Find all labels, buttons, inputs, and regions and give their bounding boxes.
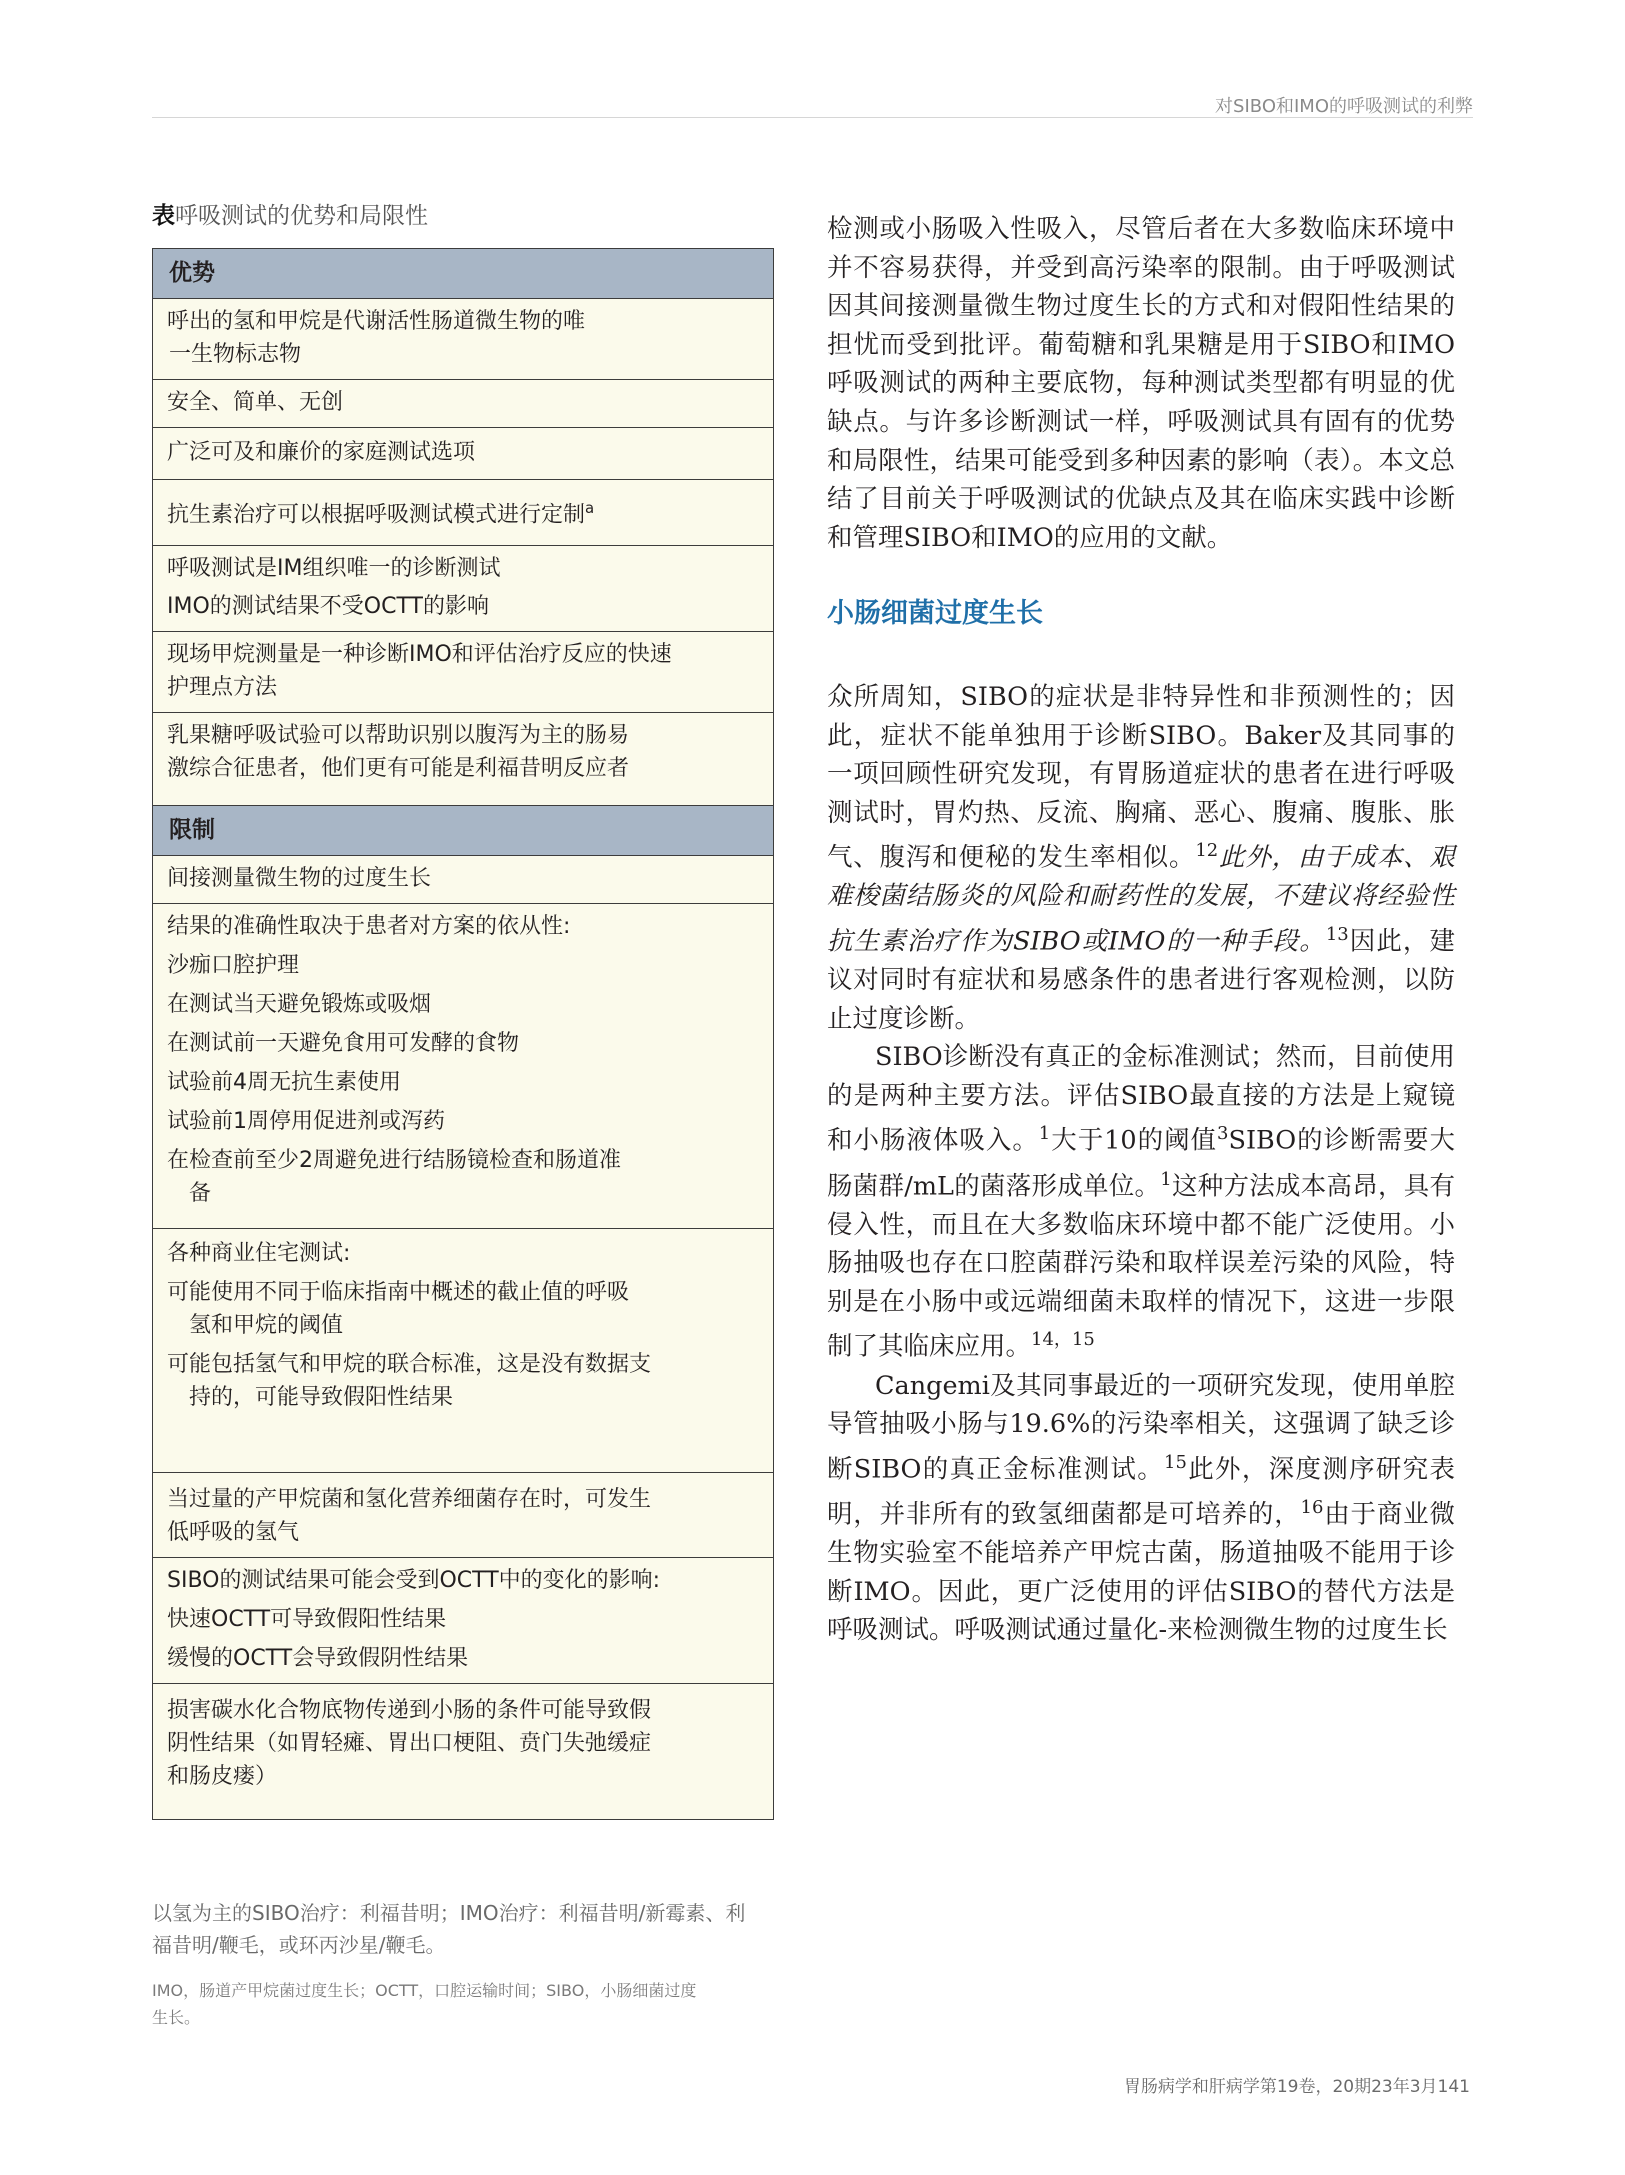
table-cell-line: 在检查前至少2周避免进行结肠镜检查和肠道准 <box>167 1148 621 1174</box>
table-cell-line: 一生物标志物 <box>169 342 302 367</box>
table-cell-line: 缓慢的OCTT会导致假阴性结果 <box>167 1646 469 1672</box>
table-caption <box>152 197 428 230</box>
citation-ref: 14，15 <box>1031 1329 1095 1351</box>
citation-ref: 3 <box>1217 1123 1229 1145</box>
table-row <box>153 1684 774 1820</box>
table-row <box>153 299 774 380</box>
table-cell-line: 抗生素治疗可以根据呼吸测试模式进行定制 <box>167 502 586 528</box>
table-cell-line: 安全、简单、无创 <box>167 390 344 415</box>
table-cell-line: IMO的测试结果不受OCTT的影响 <box>167 594 489 620</box>
italic-text: 此外，由于成本、艰难梭菌结肠炎的风险和耐药性的发展，不建议将经验性抗生素治疗作为SIBO或IMO的一种手段。 <box>827 842 1455 957</box>
table-row <box>153 380 774 428</box>
footnote-mark: a <box>585 499 595 517</box>
table-cell-line: 损害碳水化合物底物传递到小肠的条件可能导致假 <box>167 1698 652 1724</box>
table-cell-line: 快速OCTT可导致假阳性结果 <box>167 1607 447 1633</box>
paragraph: 众所周知，SIBO的症状是非特异性和非预测性的；因此，症状不能单独用于诊断SIBO。Baker及其同事的一项回顾性研究发现，有胃肠道症状的患者在进行呼吸测试时，胃灼热、反流、胸痛、恶心、腹痛、腹胀、胀气、腹泻和便秘的发生率相似。$^{12}$此外，由于成本、艰难梭菌结肠炎的风险和耐药性的发展，不建议将经验性抗生素治疗作为SIBO或IMO的一种手段。$^{13}$因此，建议对同时有症状和易感条件的患者进行客观检测，以防止过度诊断。 <box>827 681 1455 1034</box>
table-cell-line: 间接测量微生物的过度生长 <box>167 866 432 892</box>
table-cell-line: 低呼吸的氢气 <box>167 1520 300 1546</box>
abbreviations-note: IMO，肠道产甲烷菌过度生长；OCTT，口腔运输时间；SIBO，小肠细菌过度生长。 <box>152 1981 697 2027</box>
table-cell-line: 当过量的产甲烷菌和氢化营养细菌存在时，可发生 <box>167 1487 652 1513</box>
paragraph: Cangemi及其同事最近的一项研究发现，使用单腔导管抽吸小肠与19.6%的污染率相关，这强调了缺乏诊断SIBO的真正金标准测试。$^{15}$此外，深度测序研究表明，并非所有的致氢细菌都是可培养的，$^{16}$由于商业微生物实验室不能培养产甲烷古菌，肠道抽吸不能用于诊断IMO。因此，更广泛使用的评估SIBO的替代方法是呼吸测试。呼吸测试通过量化-来检测微生物的过度生长 <box>827 1370 1455 1646</box>
section-heading: 小肠细菌过度生长 <box>827 598 1043 630</box>
citation-ref: 1 <box>1038 1123 1051 1145</box>
table-row <box>153 1229 774 1473</box>
table-cell-line: 广泛可及和廉价的家庭测试选项 <box>167 440 476 465</box>
table-cell-line: 现场甲烷测量是一种诊断IMO和评估治疗反应的快速 <box>167 642 672 668</box>
table-row <box>153 856 774 904</box>
table-cell-line: 可能使用不同于临床指南中概述的截止值的呼吸 <box>167 1280 630 1306</box>
table-row <box>153 904 774 1229</box>
table-cell-line: 试验前4周无抗生素使用 <box>167 1070 401 1096</box>
table-row <box>153 713 774 806</box>
table-cell-line: 沙痂口腔护理 <box>167 953 300 979</box>
table-cell-line: 在测试前一天避免食用可发酵的食物 <box>167 1031 520 1057</box>
table-footnote: 以氢为主的SIBO治疗：利福昔明；IMO治疗：利福昔明/新霉素、利福昔明/鞭毛，或环丙沙星/鞭毛。 <box>152 1901 746 1957</box>
body-column <box>827 210 1455 1650</box>
limitations-header: 限制 <box>153 806 774 856</box>
table-label: 表 <box>152 203 175 229</box>
table-row <box>153 1558 774 1684</box>
table-cell-line: 在测试当天避免锻炼或吸烟 <box>167 992 432 1018</box>
table-cell-line: 乳果糖呼吸试验可以帮助识别以腹泻为主的肠易 <box>167 723 630 749</box>
header-divider <box>152 117 1473 118</box>
paragraph: SIBO诊断没有真正的金标准测试；然而，目前使用的是两种主要方法。评估SIBO最直接的方法是上窥镜和小肠液体吸入。$^1$大于10的阈值$^3$SIBO的诊断需要大肠菌群/mL的菌落形成单位。$^1$这种方法成本高昂，具有侵入性，而且在大多数临床环境中都不能广泛使用。小肠抽吸也存在口腔菌群污染和取样误差污染的风险，特别是在小肠中或远端细菌未取样的情况下，这进一步限制了其临床应用。$^{14,15}$ <box>827 1042 1455 1362</box>
table-cell-line: 持的，可能导致假阳性结果 <box>189 1385 454 1411</box>
table-row <box>153 632 774 713</box>
table-cell-line: 可能包括氢气和甲烷的联合标准，这是没有数据支 <box>167 1352 652 1378</box>
table-title: 呼吸测试的优势和局限性 <box>175 203 428 229</box>
table-row <box>153 480 774 546</box>
citation-ref: 16 <box>1300 1496 1324 1518</box>
table-cell-line: SIBO的测试结果可能会受到OCTT中的变化的影响: <box>167 1568 661 1594</box>
table-cell-line: 呼吸测试是IM组织唯一的诊断测试 <box>167 556 501 582</box>
table-cell-line: 试验前1周停用促进剂或泻药 <box>167 1109 445 1135</box>
table-cell-line: 和肠皮瘘） <box>167 1764 278 1790</box>
table-cell-line: 各种商业住宅测试: <box>167 1241 351 1267</box>
table-cell-line: 阴性结果（如胃轻瘫、胃出口梗阻、贲门失弛缓症 <box>167 1731 652 1757</box>
table-row <box>153 1473 774 1558</box>
citation-ref: 12 <box>1195 840 1219 862</box>
citation-ref: 1 <box>1160 1168 1172 1190</box>
advantages-header: 优势 <box>153 249 774 299</box>
table-row <box>153 428 774 480</box>
table-cell-line: 结果的准确性取决于患者对方案的依从性: <box>167 914 571 940</box>
citation-ref: 13 <box>1325 924 1349 945</box>
running-header: 对SIBO和IMO的呼吸测试的利弊 <box>1215 96 1473 117</box>
citation-ref: 15 <box>1164 1451 1187 1473</box>
table-cell-line: 护理点方法 <box>167 675 278 701</box>
table-cell-line: 氢和甲烷的阈值 <box>189 1313 344 1339</box>
table-cell-line: 呼出的氢和甲烷是代谢活性肠道微生物的唯 <box>167 309 586 334</box>
table-cell-line: 激综合征患者，他们更有可能是利福昔明反应者 <box>167 756 630 782</box>
paragraph: 检测或小肠吸入性吸入，尽管后者在大多数临床环境中并不容易获得，并受到高污染率的限制。由于呼吸测试因其间接测量微生物过度生长的方式和对假阳性结果的担忧而受到批评。葡萄糖和乳果糖是用于SIBO和IMO呼吸测试的两种主要底物，每种测试类型都有明显的优缺点。与许多诊断测试一样，呼吸测试具有固有的优势和局限性，结果可能受到多种因素的影响（表）。本文总结了目前关于呼吸测试的优缺点及其在临床实践中诊断和管理SIBO和IMO的应用的文献。 <box>827 214 1455 553</box>
page-footer: 胃肠病学和肝病学第19卷，20期23年3月141 <box>1123 2077 1470 2097</box>
table-row <box>153 546 774 632</box>
table-cell-line: 备 <box>189 1181 212 1207</box>
advantages-limitations-table <box>152 248 774 1820</box>
